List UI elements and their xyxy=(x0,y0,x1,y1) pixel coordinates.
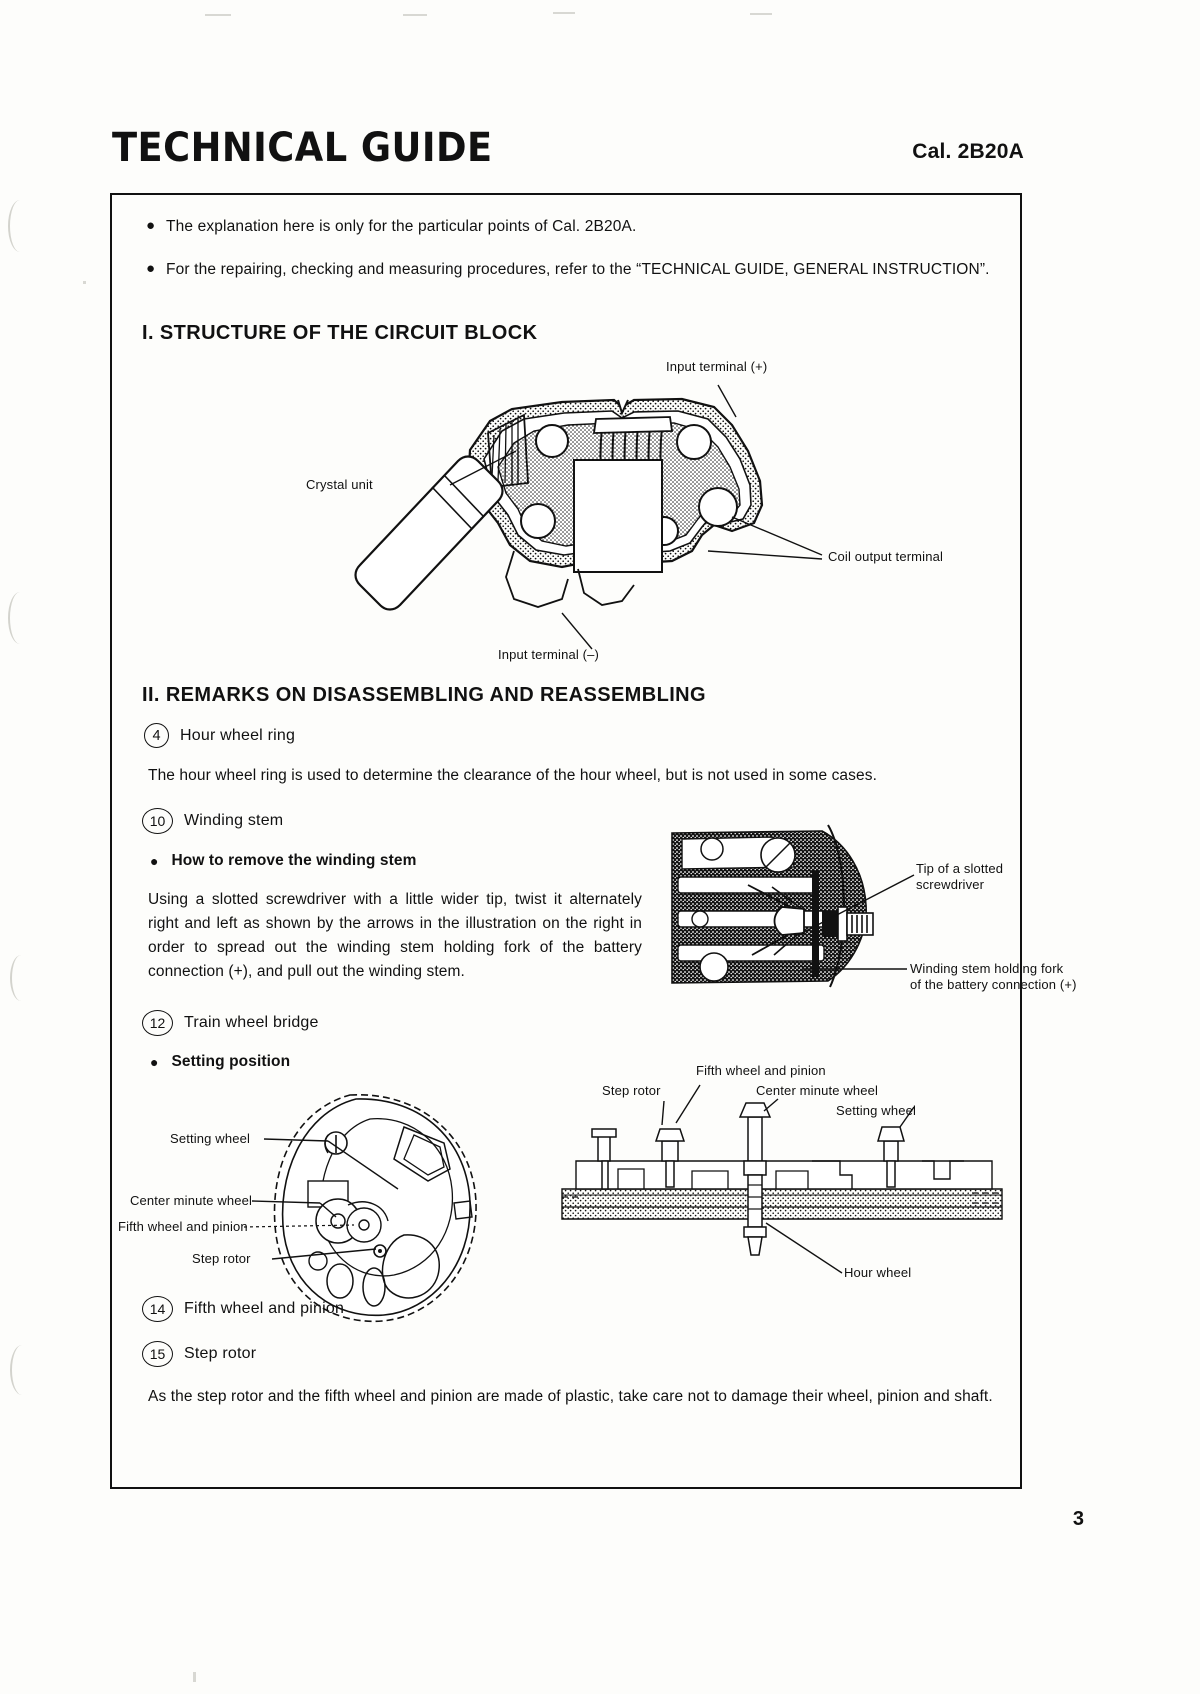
setting-position-section-drawing xyxy=(552,1057,1012,1337)
section-1-heading: I. STRUCTURE OF THE CIRCUIT BLOCK xyxy=(142,322,538,344)
item-10-paragraph: Using a slotted screwdriver with a little wider tip, twist it alternately right and left as shown by the arrows in the illustration on the right in order to spread out the winding stem holding fork of the battery connection (+), and pull out the winding stem. xyxy=(148,891,642,980)
section-label-fifth-wheel-and-pinion: Fifth wheel and pinion xyxy=(696,1063,826,1078)
item-number-circle: 14 xyxy=(142,1296,173,1322)
sub-bullet-setting-position xyxy=(150,1053,290,1071)
bullet-dot-icon: ● xyxy=(150,1054,159,1070)
item-4-paragraph: The hour wheel ring is used to determine the clearance of the hour wheel, but is not used in some cases. xyxy=(148,767,877,784)
plan-label-step-rotor: Step rotor xyxy=(192,1251,251,1266)
plan-label-setting-wheel: Setting wheel xyxy=(170,1131,251,1146)
item-number-circle: 10 xyxy=(142,808,173,834)
scan-speck xyxy=(403,14,427,16)
winding-stem-figure xyxy=(652,815,1077,995)
intro-bullet-item xyxy=(146,215,994,238)
item-number-circle: 4 xyxy=(144,723,169,748)
item-number-circle: 15 xyxy=(142,1341,173,1367)
item-4-hour-wheel-ring xyxy=(144,723,295,748)
section-label-hour-wheel: Hour wheel xyxy=(844,1265,912,1280)
figure-label-tip-of-slotted-screwdriver xyxy=(916,861,1003,893)
circuit-block-figure xyxy=(262,355,1002,662)
figure-label-coil-output-terminal: Coil output terminal xyxy=(828,549,943,564)
page-number: 3 xyxy=(1072,1508,1084,1530)
fork-label-line2: of the battery connection (+) xyxy=(910,977,1077,992)
item-label: Train wheel bridge xyxy=(184,1014,319,1031)
item-10-winding-stem xyxy=(142,808,283,834)
item-12-train-wheel-bridge xyxy=(142,1010,319,1036)
scan-edge-arc xyxy=(10,1345,34,1395)
section-label-step-rotor: Step rotor xyxy=(602,1083,661,1098)
scan-edge-arc xyxy=(10,955,32,1001)
section-label-setting-wheel: Setting wheel xyxy=(836,1103,917,1118)
scan-edge-arc xyxy=(8,592,32,644)
item-label: Winding stem xyxy=(184,812,284,829)
fork-label-line1: Winding stem holding fork xyxy=(910,961,1064,976)
figure-label-crystal-unit: Crystal unit xyxy=(306,477,373,492)
section-label-center-minute-wheel: Center minute wheel xyxy=(756,1083,879,1098)
scan-edge-arc xyxy=(8,200,32,252)
page-title: TECHNICAL GUIDE xyxy=(112,125,493,171)
scan-speck xyxy=(205,14,231,16)
bullet-dot-icon: ● xyxy=(146,217,156,234)
item-label: Step rotor xyxy=(184,1345,257,1362)
intro-bullet-item xyxy=(146,258,994,281)
caliber-number: Cal. 2B20A xyxy=(912,140,1024,163)
tip-label-line2: screwdriver xyxy=(916,877,985,892)
item-number-circle: 12 xyxy=(142,1010,173,1036)
scan-speck xyxy=(83,281,86,284)
plan-label-center-minute-wheel: Center minute wheel xyxy=(130,1193,253,1208)
bullet-dot-icon: ● xyxy=(150,853,159,869)
plan-label-fifth-wheel-and-pinion: Fifth wheel and pinion xyxy=(118,1219,248,1234)
figure-label-input-terminal-minus: Input terminal (–) xyxy=(498,647,599,662)
sub-bullet-how-to-remove-winding-stem xyxy=(150,852,416,870)
item-15-paragraph: As the step rotor and the fifth wheel and pinion are made of plastic, take care not to damage their wheel, pinion and shaft. xyxy=(148,1388,993,1405)
sub-bullet-label: Setting position xyxy=(171,1053,291,1070)
content-frame xyxy=(110,193,1077,1489)
item-15-step-rotor xyxy=(142,1341,256,1367)
item-14-fifth-wheel-and-pinion xyxy=(142,1296,344,1322)
setting-position-section-figure xyxy=(552,1057,1012,1337)
scan-speck xyxy=(750,13,772,15)
intro-bullets xyxy=(146,215,994,301)
item-label: Fifth wheel and pinion xyxy=(184,1300,345,1317)
scan-speck xyxy=(193,1672,196,1682)
sub-bullet-label: How to remove the winding stem xyxy=(171,852,417,869)
circuit-block-drawing xyxy=(262,355,1002,655)
scan-speck xyxy=(553,12,575,14)
figure-label-winding-stem-holding-fork xyxy=(910,961,1077,993)
bullet-dot-icon: ● xyxy=(146,260,156,277)
intro-bullet-text: For the repairing, checking and measuring procedures, refer to the “TECHNICAL GUIDE, GENERAL INSTRUCTION”. xyxy=(166,261,990,278)
figure-label-input-terminal-plus: Input terminal (+) xyxy=(666,359,768,374)
section-2-heading: II. REMARKS ON DISASSEMBLING AND REASSEMBLING xyxy=(142,684,706,706)
page-header xyxy=(112,125,1024,171)
item-label: Hour wheel ring xyxy=(180,726,296,744)
intro-bullet-text: The explanation here is only for the particular points of Cal. 2B20A. xyxy=(166,218,637,235)
tip-label-line1: Tip of a slotted xyxy=(916,861,1004,876)
